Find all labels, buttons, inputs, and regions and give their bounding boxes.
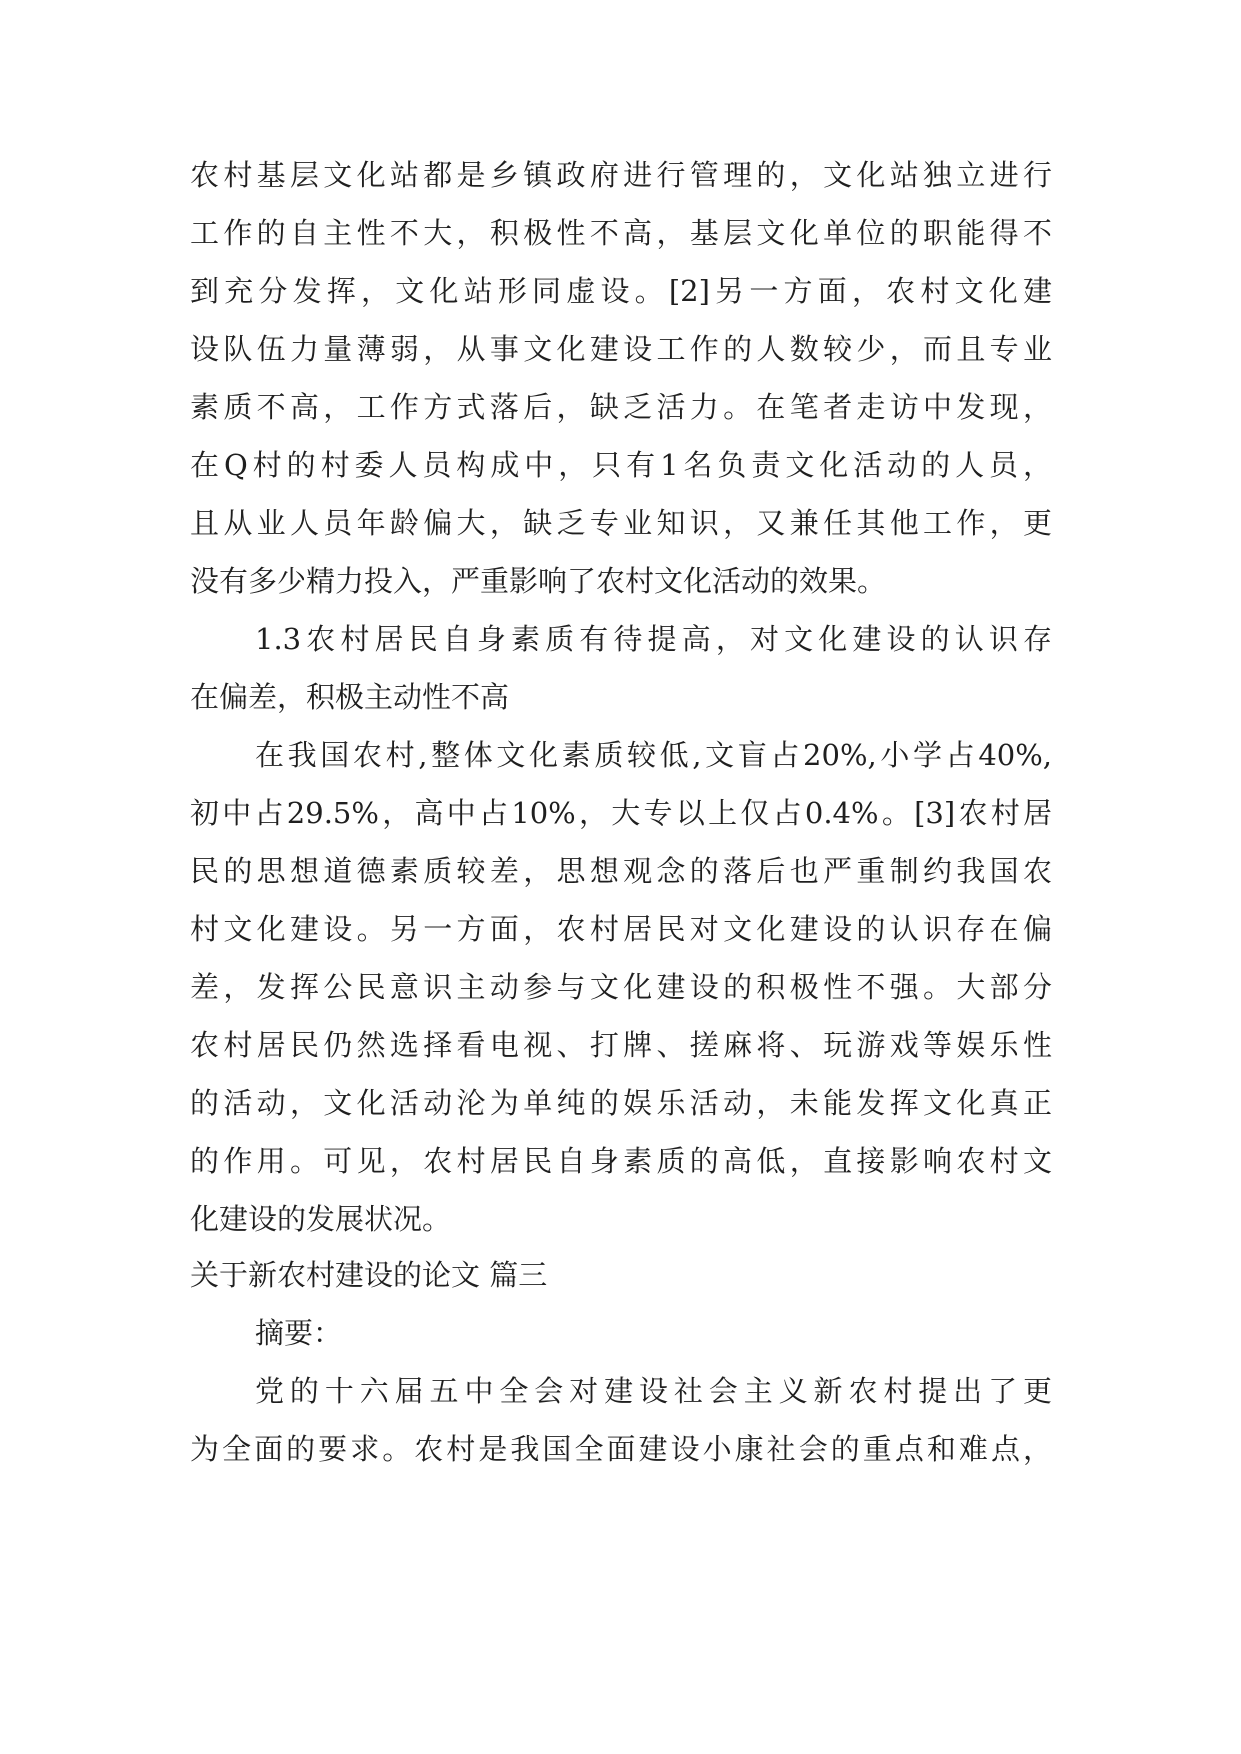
abstract-label: 摘要： bbox=[255, 1316, 343, 1350]
paragraph-line: 初中占29.5%，高中占10%，大专以上仅占0.4%。[3]农村居 bbox=[190, 796, 1052, 830]
paragraph-line: 设队伍力量薄弱，从事文化建设工作的人数较少，而且专业 bbox=[190, 332, 1052, 366]
subheading-line: 1.3农村居民自身素质有待提高，对文化建设的认识存 bbox=[255, 622, 1052, 656]
paragraph-line: 到充分发挥，文化站形同虚设。[2]另一方面，农村文化建 bbox=[190, 274, 1052, 308]
paragraph-line: 农村基层文化站都是乡镇政府进行管理的，文化站独立进行 bbox=[190, 158, 1052, 192]
paragraph-line: 没有多少精力投入，严重影响了农村文化活动的效果。 bbox=[190, 564, 887, 598]
paragraph-line: 民的思想道德素质较差，思想观念的落后也严重制约我国农 bbox=[190, 854, 1052, 888]
paragraph-line: 农村居民仍然选择看电视、打牌、搓麻将、玩游戏等娱乐性 bbox=[190, 1028, 1052, 1062]
paragraph-line: 在我国农村,整体文化素质较低,文盲占20%,小学占40%, bbox=[255, 738, 1052, 772]
paragraph-line: 的作用。可见，农村居民自身素质的高低，直接影响农村文 bbox=[190, 1144, 1052, 1178]
paragraph-line: 差，发挥公民意识主动参与文化建设的积极性不强。大部分 bbox=[190, 970, 1052, 1004]
abstract-line: 党的十六届五中全会对建设社会主义新农村提出了更 bbox=[255, 1374, 1052, 1408]
paragraph-line: 在Q村的村委人员构成中，只有1名负责文化活动的人员， bbox=[190, 448, 1052, 482]
abstract-line: 为全面的要求。农村是我国全面建设小康社会的重点和难点， bbox=[190, 1432, 1052, 1466]
paragraph-line: 素质不高，工作方式落后，缺乏活力。在笔者走访中发现， bbox=[190, 390, 1052, 424]
paragraph-line: 村文化建设。另一方面，农村居民对文化建设的认识存在偏 bbox=[190, 912, 1052, 946]
paragraph-line: 化建设的发展状况。 bbox=[190, 1202, 452, 1236]
paragraph-line: 工作的自主性不大，积极性不高，基层文化单位的职能得不 bbox=[190, 216, 1052, 250]
subheading-line: 在偏差，积极主动性不高 bbox=[190, 680, 510, 714]
section-title: 关于新农村建设的论文 篇三 bbox=[190, 1258, 548, 1292]
paragraph-line: 的活动，文化活动沦为单纯的娱乐活动，未能发挥文化真正 bbox=[190, 1086, 1052, 1120]
paragraph-line: 且从业人员年龄偏大，缺乏专业知识，又兼任其他工作，更 bbox=[190, 506, 1052, 540]
